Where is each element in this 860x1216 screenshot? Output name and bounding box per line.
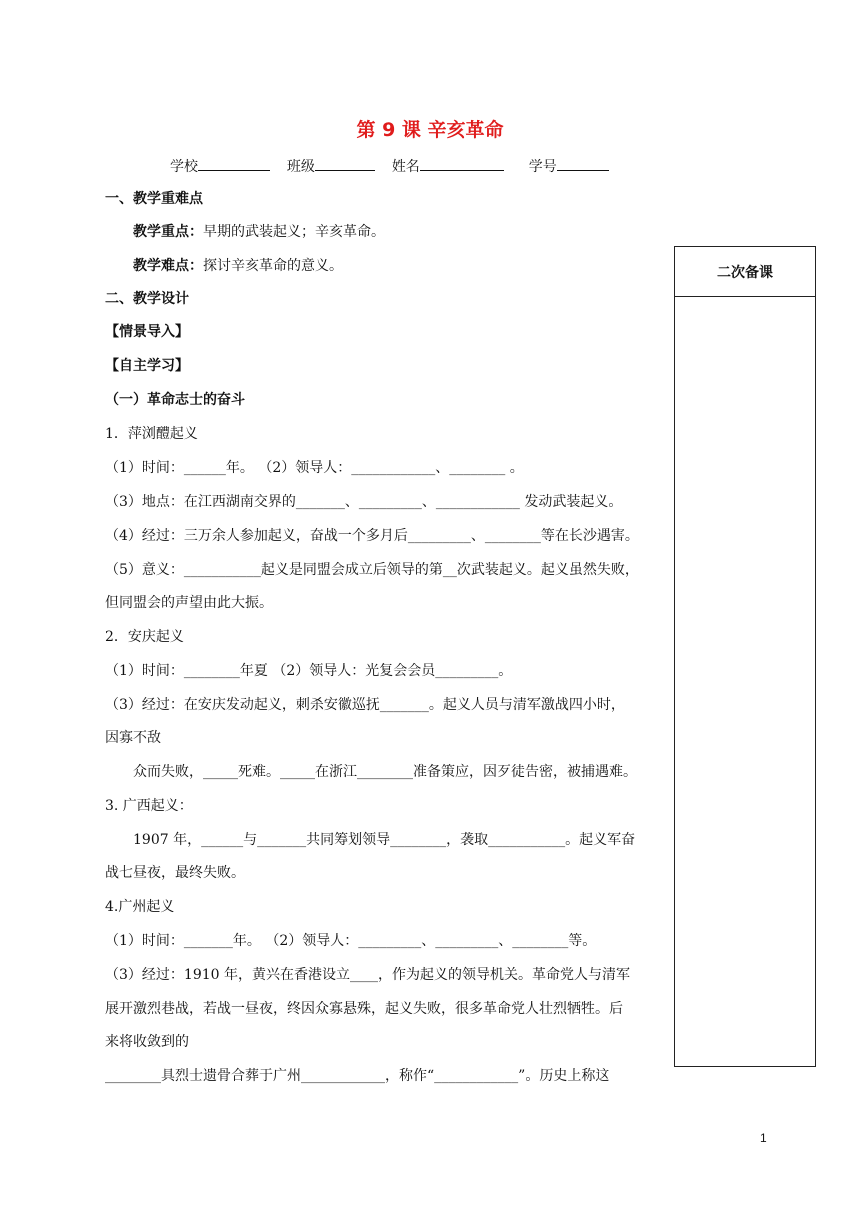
difficult-points-label: 教学难点： [133,258,203,274]
name-blank [420,157,504,171]
school-blank [198,157,270,171]
name-label: 姓名 [391,159,420,175]
number-label: 学号 [528,159,557,175]
text-line: （4）经过：三万余人参加起义，奋战一个多月后_________、________等在长沙遇害。 [105,528,639,544]
text-line: （1）时间：________年夏 （2）领导人：光复会会员_________。 [105,663,513,679]
section-heading-1: 一、教学重难点 [105,191,203,207]
text-line: （3）经过：在安庆发动起义，刺杀安徽巡抚_______。起义人员与清军激战四小时， [105,697,625,713]
lesson-title: 第 9 课 辛亥革命 [356,119,504,141]
difficult-points-text: 探讨辛亥革命的意义。 [203,258,343,274]
text-line: （5）意义：___________起义是同盟会成立后领导的第__次武装起义。起义虽然失败， [105,562,639,578]
text-line: （3）经过：1910 年，黄兴在香港设立____，作为起义的领导机关。革命党人与清军 [105,967,630,983]
key-points-line [133,223,385,241]
subsection-heading: （一）革命志士的奋斗 [105,392,245,408]
student-info-row [170,156,609,176]
key-points-text: 早期的武装起义；辛亥革命。 [203,224,385,240]
section-heading-2: 二、教学设计 [105,291,189,307]
item-heading-1: 1．萍浏醴起义 [105,426,198,442]
difficult-points-line [133,257,343,275]
scene-intro-heading: 【情景导入】 [105,324,189,340]
item-heading-4: 4.广州起义 [105,899,175,915]
item-heading-3: 3. 广西起义： [105,798,193,814]
page-number: 1 [760,1131,767,1145]
class-label: 班级 [286,159,315,175]
text-line: 战七昼夜，最终失败。 [105,865,245,881]
text-line: （3）地点：在江西湖南交界的_______、_________、____________ 发动武装起义。 [105,494,623,510]
text-line: 展开激烈巷战，若战一昼夜，终因众寡悬殊，起义失败，很多革命党人壮烈牺牲。后 [105,1001,623,1017]
text-line: 来将收敛到的 [105,1034,189,1050]
text-line: 1907 年，______与_______共同筹划领导________，袭取___________。起义军奋 [133,832,636,848]
secondary-prep-header: 二次备课 [675,247,815,297]
number-blank [557,157,609,171]
text-line: 因寡不敌 [105,730,161,746]
self-study-heading: 【自主学习】 [105,358,189,374]
key-points-label: 教学重点： [133,224,203,240]
item-heading-2: 2．安庆起义 [105,629,184,645]
class-blank [315,157,375,171]
text-line: ________具烈士遗骨合葬于广州____________，称作“____________”。历史上称这 [105,1068,610,1084]
text-line: （1）时间：______年。 （2）领导人：____________、________ 。 [105,460,524,476]
text-line: 众而失败，_____死难。_____在浙江________准备策应，因歹徒告密，被捕遇难。 [133,764,637,780]
text-line: （1）时间：_______年。 （2）领导人：_________、_________、________等。 [105,933,597,949]
secondary-prep-box [674,246,816,1067]
text-line: 但同盟会的声望由此大振。 [105,595,273,611]
school-label: 学校 [170,159,198,175]
